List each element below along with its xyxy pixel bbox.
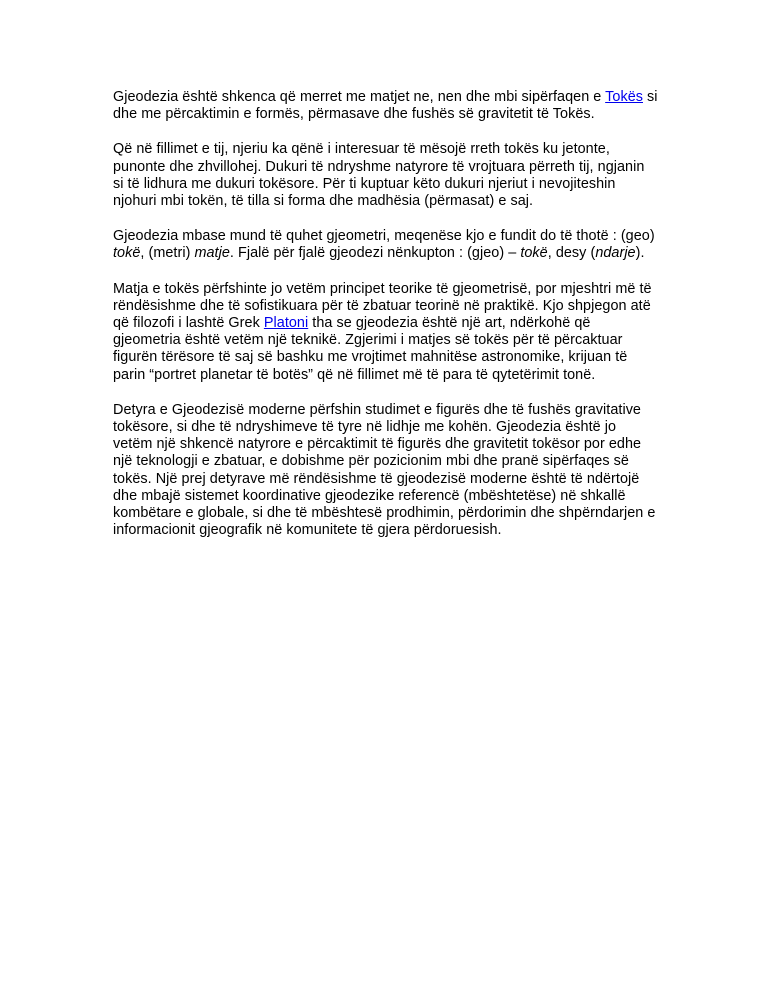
paragraph-4 <box>113 281 658 384</box>
document-body <box>113 89 658 557</box>
link-tokes[interactable]: Tokës <box>605 89 643 105</box>
paragraph-3 <box>113 228 658 262</box>
italic-term-toke-1: tokë <box>113 245 141 262</box>
paragraph-1-text-b: si dhe me përcaktimin e formës, përmasave dhe fushës së gravitetit të Tokës. <box>113 89 658 123</box>
paragraph-3-text-b: , (metri) <box>140 245 195 262</box>
paragraph-2 <box>113 141 658 210</box>
paragraph-3-text-a: Gjeodezia mbase mund të quhet gjeometri, meqenëse kjo e fundit do të thotë : (geo) <box>113 228 655 245</box>
link-platoni[interactable]: Platoni <box>263 315 309 332</box>
paragraph-3-text-d: , desy ( <box>547 245 596 262</box>
italic-term-ndarje: ndarje <box>595 245 636 262</box>
italic-term-matje: matje <box>194 245 230 262</box>
paragraph-1-text-a: Gjeodezia është shkenca që merret me matjet ne, nen dhe mbi sipërfaqen e <box>113 89 606 105</box>
italic-term-toke-2: tokë <box>520 245 548 262</box>
paragraph-3-text-e: ). <box>635 245 645 262</box>
paragraph-2-text: Që në fillimet e tij, njeriu ka qënë i interesuar të mësojë rreth tokës ku jetonte, punonte dhe zhvillohej. Dukuri të ndryshme natyrore të vrojtuara përreth tij, ngjanin si të lidhura me dukuri tokësore. Për ti kuptuar këto dukuri njeriut i nevojiteshin njohuri mbi tokën, të tilla si forma dhe madhësia (përmasat) e saj. <box>113 141 645 210</box>
paragraph-4-text-a: Matja e tokës përfshinte jo vetëm principet teorike të gjeometrisë, por mjeshtri më të rëndësishme dhe të sofistikuara për të zbatuar teorinë në praktikë. Kjo shpjegon atë që filozofi i lashtë Grek <box>113 280 652 332</box>
paragraph-4-text-b: tha se gjeodezia është një art, ndërkohë që gjeometria është vetëm një teknikë. Zgjerimi i matjes së tokës për të përcaktuar figurën tërësore të saj së bashku me vrojtimet mahnitëse astronomike, krijuan të parin “portret planetar të botës” që në fillimet më të para të qytetërimit tonë. <box>113 315 628 383</box>
paragraph-1 <box>113 89 658 123</box>
paragraph-5-text: Detyra e Gjeodezisë moderne përfshin studimet e figurës dhe të fushës gravitative tokësore, si dhe të ndryshimeve të tyre në lidhje me kohën. Gjeodezia është jo vetëm një shkencë natyrore e përcaktimit të figurës dhe gravitetit tokësor por edhe një teknologji e zbatuar, e dobishme për pozicionim mbi dhe pranë sipërfaqes së tokës. Një prej detyrave më rëndësishme të gjeodezisë moderne është të ndërtojë dhe mbajë sistemet koordinative gjeodezike referencë (mbështetëse) në shkallë kombëtare e globale, si dhe të mbështesë prodhimin, përdorimin dhe shpërndarjen e informacionit gjeografik në komunitete të gjera përdoruesish. <box>113 401 656 539</box>
paragraph-3-text-c: . Fjalë për fjalë gjeodezi nënkupton : (gjeo) – <box>229 245 521 262</box>
paragraph-5 <box>113 402 658 540</box>
